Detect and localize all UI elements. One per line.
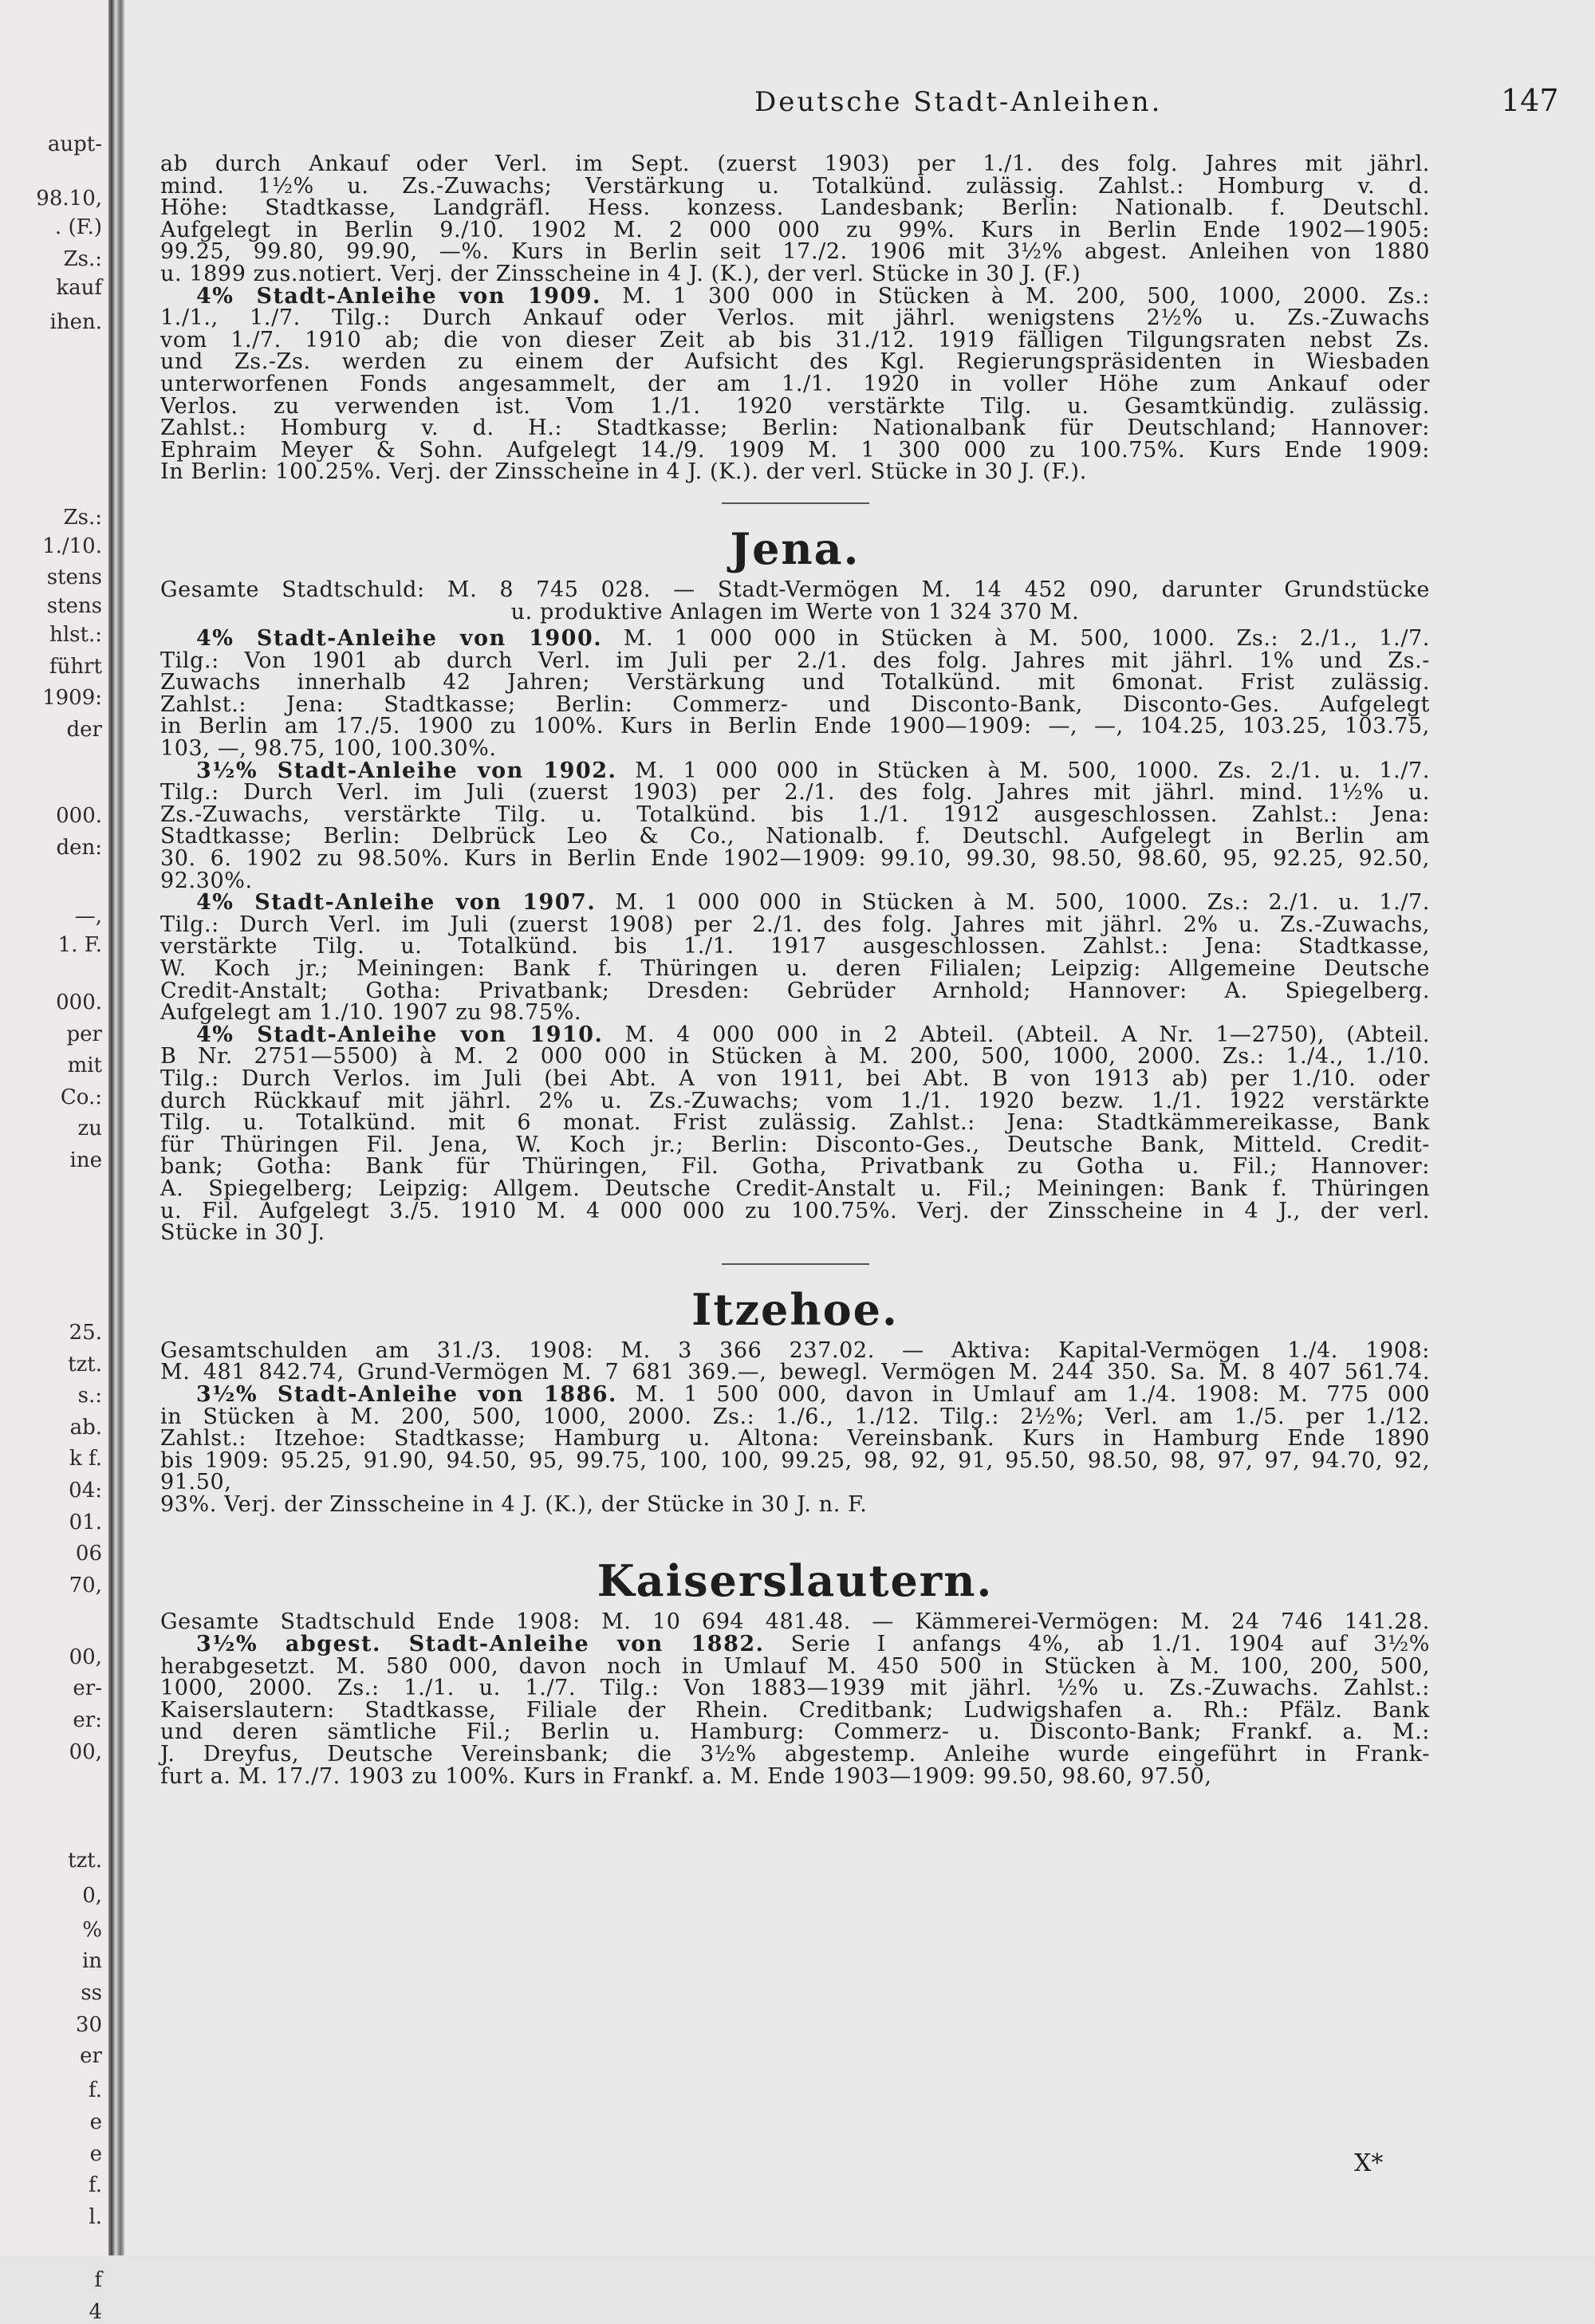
city-summary-kaiserslautern: [160, 1611, 1430, 1633]
section-divider: [722, 1534, 869, 1536]
left-page-fragment: 25.: [69, 1321, 102, 1345]
text-line: In Berlin: 100.25%. Verj. der Zinsscheine in 4 J. (K.). der verl. Stücke in 30 J. (F.).: [160, 459, 1087, 485]
signature-mark: X*: [1354, 2149, 1384, 2177]
section-divider: [722, 502, 869, 504]
summary-line: Gesamte Stadtschuld Ende 1908: M. 10 694 481.48. — Kämmerei-Vermögen: M. 24 746 141.28.: [160, 1609, 1430, 1635]
text-line: Tilg.: Durch Verl. im Juli (zuerst 1908) per 2./1. des folg. Jahres mit jährl. 2% u. Zs.-Zuwachs,: [160, 912, 1430, 937]
text-line: für Thüringen Fil. Jena, W. Koch jr.; Berlin: Disconto-Ges., Deutsche Bank, Mitteld. Credit-: [160, 1132, 1430, 1157]
left-page-fragment: 70,: [69, 1573, 102, 1597]
left-page-fragment: tzt.: [68, 1352, 102, 1377]
left-page-fragment: ss: [81, 1981, 102, 2005]
left-page-fragment: %: [82, 1917, 102, 1942]
left-page-fragment: er: [80, 2044, 102, 2069]
page-content: [160, 153, 1430, 1787]
bond-first-line: [160, 892, 1430, 914]
left-page-fragment: f.: [89, 2173, 102, 2198]
text-line: u. Fil. Aufgelegt 3./5. 1910 M. 4 000 000 zu 100.75%. Verj. der Zinsscheine in 4 J., der verl.: [160, 1198, 1430, 1223]
text-line: Aufgelegt am 1./10. 1907 zu 98.75%.: [160, 1000, 582, 1026]
bond-first-line: [160, 1381, 1431, 1407]
text-line: Ephraim Meyer & Sohn. Aufgelegt 14./9. 1909 M. 1 300 000 zu 100.75%. Kurs Ende 1909:: [160, 437, 1430, 463]
left-page-fragment: 4: [89, 2299, 102, 2324]
text-line: Zuwachs innerhalb 42 Jahren; Verstärkung und Totalkünd. mit 6monat. Frist zulässig.: [160, 670, 1430, 695]
bond-first-line-text: M. 1 300 000 in Stücken à M. 200, 500, 1000, 2000. Zs.:: [622, 283, 1430, 309]
left-page-fragment: zu: [77, 1117, 102, 1141]
left-page-fragment: 1. F.: [57, 933, 102, 957]
left-page-fragment: 04:: [69, 1479, 102, 1503]
left-page-fragment: hlst.:: [49, 623, 102, 648]
bond-entry: [160, 1633, 1430, 1787]
bond-title: 4% Stadt-Anleihe von 1909.: [196, 283, 601, 309]
bond-title: 4% Stadt-Anleihe von 1910.: [196, 1022, 604, 1047]
left-page-fragment: Zs.:: [63, 505, 102, 530]
section-divider: [722, 1263, 869, 1265]
left-page-fragment: stens: [46, 565, 102, 590]
bond-first-line-text: M. 1 500 000, davon in Umlauf am 1./4. 1908: M. 775 000: [636, 1381, 1431, 1407]
intro-continuation: [160, 153, 1430, 286]
bond-entry: [160, 1381, 1431, 1517]
bond-first-line-text: Serie I anfangs 4%, ab 1./1. 1904 auf 3½%: [790, 1632, 1430, 1657]
text-line: 30. 6. 1902 zu 98.50%. Kurs in Berlin Ende 1902—1909: 99.10, 99.30, 98.50, 98.60, 95, 92.25, 92.50,: [160, 846, 1430, 872]
text-line: herabgesetzt. M. 580 000, davon noch in Umlauf M. 450 500 in Stücken à M. 100, 200, 500,: [160, 1653, 1430, 1679]
city-heading-jena: Jena.: [730, 522, 861, 574]
left-page-fragment: 000.: [56, 991, 102, 1014]
left-page-fragment: 00,: [69, 1645, 102, 1669]
left-page-fragment: per: [66, 1022, 102, 1046]
text-line: W. Koch jr.; Meiningen: Bank f. Thüringen u. deren Filialen; Leipzig: Allgemeine Deutsche: [160, 956, 1430, 981]
left-page-fragment: —,: [74, 904, 102, 928]
left-page-fragment: der: [66, 718, 102, 742]
city-heading-itzehoe: Itzehoe.: [691, 1283, 899, 1335]
text-line: Tilg.: Von 1901 ab durch Verl. im Juli per 2./1. des folg. Jahres mit jährl. 1% und Zs.-: [160, 648, 1430, 673]
text-line: B Nr. 2751—5500) à M. 2 000 000 in Stücken à M. 200, 500, 1000, 2000. Zs.: 1./4., 1./10.: [160, 1044, 1430, 1069]
text-line: 103, —, 98.75, 100, 100.30%.: [160, 736, 497, 762]
left-page-fragment: ine: [69, 1148, 102, 1172]
text-line: A. Spiegelberg; Leipzig: Allgem. Deutsche Credit-Anstalt u. Fil.; Meiningen: Bank f. Thüringen: [160, 1176, 1430, 1201]
left-page-fragment: 06: [75, 1542, 102, 1566]
text-line: Höhe: Stadtkasse, Landgräfl. Hess. konzess. Landesbank; Berlin: Nationalb. f. Deutschl.: [160, 195, 1430, 221]
left-page-fragment: e: [89, 2141, 102, 2166]
bond-entry: [160, 892, 1430, 1024]
text-line: unterworfenen Fonds angesammelt, der am 1./1. 1920 in voller Höhe zum Ankauf oder: [160, 371, 1430, 396]
bond-first-line-text: M. 1 000 000 in Stücken à M. 500, 1000. Zs.: 2./1., 1./7.: [623, 626, 1430, 652]
left-page-fragment: kauf: [56, 275, 102, 300]
text-line: Zahlst.: Homburg v. d. H.: Stadtkasse; Berlin: Nationalbank für Deutschland; Hannover:: [160, 416, 1430, 441]
city-heading-kaiserslautern: Kaiserslautern.: [597, 1555, 994, 1607]
text-line: 92.30%.: [160, 868, 253, 893]
text-line: Zahlst.: Jena: Stadtkasse; Berlin: Commerz- und Disconto-Bank, Disconto-Ges. Aufgelegt: [160, 691, 1430, 717]
bond-title: 3½% Stadt-Anleihe von 1886.: [196, 1381, 617, 1407]
bond-title: 4% Stadt-Anleihe von 1900.: [196, 626, 603, 652]
bond-title: 4% Stadt-Anleihe von 1907.: [196, 890, 597, 916]
kaiserslautern-bond-list: [160, 1633, 1430, 1787]
bond-first-line: [160, 1024, 1430, 1046]
text-line: 1000, 2000. Zs.: 1./1. u. 1./7. Tilg.: Von 1883—1939 mit jährl. ½% u. Zs.-Zuwachs. Zahlst.:: [160, 1676, 1430, 1701]
bond-entry: [160, 760, 1430, 892]
bond-first-line-text: M. 4 000 000 in 2 Abteil. (Abteil. A Nr. 1—2750), (Abteil.: [624, 1022, 1431, 1047]
left-page-fragment: . (F.): [54, 215, 102, 239]
text-line: bank; Gotha: Bank für Thüringen, Fil. Gotha, Privatbank zu Gotha u. Fil.; Hannover:: [160, 1154, 1430, 1180]
left-page-fragment: Zs.:: [63, 246, 102, 271]
text-line: Verlos. zu verwenden ist. Vom 1./1. 1920 verstärkte Tilg. u. Gesamtkündig. zulässig.: [160, 393, 1430, 419]
book-gutter: [108, 0, 124, 2255]
left-page-fragment: 00,: [69, 1739, 102, 1764]
text-line: Kaiserslautern: Stadtkasse, Filiale der Rhein. Creditbank; Ludwigshafen a. Rh.: Pfälz. Bank: [160, 1697, 1430, 1723]
running-header: Deutsche Stadt-Anleihen.: [754, 86, 1163, 118]
left-page-fragment: er-: [73, 1676, 102, 1701]
left-page-fragment: k f.: [69, 1447, 102, 1471]
left-page-fragment: s.:: [77, 1384, 102, 1408]
text-line: ab durch Ankauf oder Verl. im Sept. (zuerst 1903) per 1./1. des folg. Jahres mit jährl.: [160, 152, 1430, 176]
bond-first-line: [160, 283, 1430, 309]
summary-line: Gesamtschulden am 31./3. 1908: M. 3 366 237.02. — Aktiva: Kapital-Vermögen 1./4. 1908:: [160, 1337, 1430, 1363]
bond-homburg-1909: [160, 283, 1430, 485]
text-line: furt a. M. 17./7. 1903 zu 100%. Kurs in Frankf. a. M. Ende 1903—1909: 99.50, 98.60, 97.50,: [160, 1763, 1212, 1789]
bond-first-line: [160, 760, 1430, 782]
text-line: 1./1., 1./7. Tilg.: Durch Ankauf oder Verlos. mit jährl. wenigstens 2½% u. Zs.-Zuwachs: [160, 305, 1430, 331]
left-page-fragment: in: [81, 1949, 102, 1974]
text-line: Zs.-Zuwachs, verstärkte Tilg. u. Totalkünd. bis 1./1. 1912 ausgeschlossen. Zahlst.: Jena:: [160, 802, 1430, 827]
summary-line: Gesamte Stadtschuld: M. 8 745 028. — Stadt-Vermögen M. 14 452 090, darunter Grundstücke: [160, 577, 1430, 602]
left-page-fragment: 000.: [56, 804, 102, 828]
left-page-fragment: 1909:: [42, 686, 102, 711]
left-page-fragment: Co.:: [60, 1085, 102, 1109]
bond-entry: [160, 1024, 1430, 1244]
text-line: 93%. Verj. der Zinsscheine in 4 J. (K.), der Stücke in 30 J. n. F.: [160, 1491, 868, 1517]
left-page-fragment: tzt.: [68, 1849, 102, 1873]
text-line: Stadtkasse; Berlin: Delbrück Leo & Co., Nationalb. f. Deutschl. Aufgelegt in Berlin am: [160, 824, 1430, 849]
left-page-fragment: er:: [73, 1708, 102, 1732]
text-line: J. Dreyfus, Deutsche Vereinsbank; die 3½% abgestemp. Anleihe wurde eingeführt in Frank-: [160, 1742, 1430, 1767]
text-line: Credit-Anstalt; Gotha: Privatbank; Dresden: Gebrüder Arnhold; Hannover: A. Spiegelberg.: [160, 978, 1430, 1003]
bond-title: 3½% abgest. Stadt-Anleihe von 1882.: [196, 1632, 765, 1657]
left-page-fragment: e: [89, 2110, 102, 2134]
text-line: durch Rückkauf mit jährl. 2% u. Zs.-Zuwachs; vom 1./1. 1920 bezw. 1./1. 1922 verstärkte: [160, 1088, 1430, 1113]
text-line: vom 1./7. 1910 ab; die von dieser Zeit ab bis 31./12. 1919 fälligen Tilgungsraten nebst Zs.: [160, 327, 1430, 353]
text-line: in Berlin am 17./5. 1900 zu 100%. Kurs in Berlin Ende 1900—1909: —, —, 104.25, 103.25, 103.75,: [160, 714, 1430, 739]
text-line: bis 1909: 95.25, 91.90, 94.50, 95, 99.75, 100, 100, 99.25, 98, 92, 91, 95.50, 98.50, 98, 97, 97, 94.70, 92, 91.50,: [160, 1448, 1430, 1495]
jena-bond-list: [160, 628, 1430, 1244]
left-page-fragment: 1./10.: [42, 534, 102, 558]
bond-first-line-text: M. 1 000 000 in Stücken à M. 500, 1000. Zs. 2./1. u. 1./7.: [635, 758, 1431, 783]
city-summary-itzehoe: [160, 1337, 1430, 1385]
left-page-fragment: mit: [67, 1054, 102, 1078]
left-page-fragment: f.: [89, 2078, 102, 2103]
left-page-fragment: ab.: [69, 1415, 102, 1440]
page-number: 147: [1501, 83, 1559, 118]
summary-line: M. 481 842.74, Grund-Vermögen M. 7 681 369.—, bewegl. Vermögen M. 244 350. Sa. M. 8 407 561.74.: [160, 1360, 1430, 1385]
left-page-fragment: ihen.: [49, 309, 102, 334]
text-line: u. 1899 zus.notiert. Verj. der Zinsscheine in 4 J. (K.), der verl. Stücke in 30 J. (F.): [160, 261, 1081, 286]
bond-first-line: [160, 1633, 1430, 1656]
text-line: verstärkte Tilg. u. Totalkünd. bis 1./1. 1917 ausgeschlossen. Zahlst.: Jena: Stadtkasse,: [160, 934, 1430, 959]
text-line: Tilg.: Durch Verlos. im Juli (bei Abt. A von 1911, bei Abt. B von 1913 ab) per 1./10. oder: [160, 1065, 1430, 1091]
summary-line: u. produktive Anlagen im Werte von 1 324 370 M.: [510, 599, 1080, 624]
itzehoe-bond-list: [160, 1381, 1431, 1517]
left-page-fragment: stens: [46, 594, 102, 619]
bond-first-line-text: M. 1 000 000 in Stücken à M. 500, 1000. Zs.: 2./1. u. 1./7.: [615, 890, 1430, 916]
text-line: und deren sämtliche Fil.; Berlin u. Hamburg: Commerz- u. Disconto-Bank; Frankf. a. M.:: [160, 1719, 1430, 1745]
left-page-strip: [0, 0, 110, 2324]
bond-entry: [160, 628, 1430, 760]
text-line: Aufgelegt in Berlin 9./10. 1902 M. 2 000 000 zu 99%. Kurs in Berlin Ende 1902—1905:: [160, 217, 1430, 242]
text-line: Stücke in 30 J.: [160, 1220, 325, 1246]
text-line: in Stücken à M. 200, 500, 1000, 2000. Zs.: 1./6., 1./12. Tilg.: 2½%; Verl. am 1./5. per 1./12.: [160, 1404, 1430, 1429]
text-line: und Zs.-Zs. werden zu einem der Aufsicht des Kgl. Regierungspräsidenten in Wiesbaden: [160, 349, 1430, 375]
left-page-fragment: 30: [75, 2012, 102, 2037]
text-line: Zahlst.: Itzehoe: Stadtkasse; Hamburg u. Altona: Vereinsbank. Kurs in Hamburg Ende 1890: [160, 1426, 1430, 1452]
left-page-fragment: f: [94, 2268, 102, 2292]
text-line: 99.25, 99.80, 99.90, —%. Kurs in Berlin seit 17./2. 1906 mit 3½% abgest. Anleihen von 1880: [160, 239, 1430, 265]
left-page-fragment: aupt-: [47, 132, 102, 156]
left-page-fragment: 98.10,: [36, 187, 102, 211]
left-page-fragment: 0,: [82, 1883, 102, 1908]
text-line: Tilg.: Durch Verl. im Juli (zuerst 1903) per 2./1. des folg. Jahres mit jährl. mind. 1½% u.: [160, 780, 1430, 806]
left-page-fragment: den:: [56, 835, 102, 860]
text-line: Tilg. u. Totalkünd. mit 6 monat. Frist zulässig. Zahlst.: Jena: Stadtkämmereikasse, Bank: [160, 1110, 1430, 1136]
text-line: mind. 1½% u. Zs.-Zuwachs; Verstärkung u. Totalkünd. zulässig. Zahlst.: Homburg v. d.: [160, 173, 1430, 199]
left-page-fragment: führt: [49, 654, 102, 679]
city-summary-jena: [160, 579, 1430, 623]
bond-first-line: [160, 628, 1430, 650]
left-page-fragment: 01.: [69, 1510, 102, 1534]
left-page-fragment: l.: [89, 2204, 102, 2229]
bond-title: 3½% Stadt-Anleihe von 1902.: [196, 758, 617, 783]
